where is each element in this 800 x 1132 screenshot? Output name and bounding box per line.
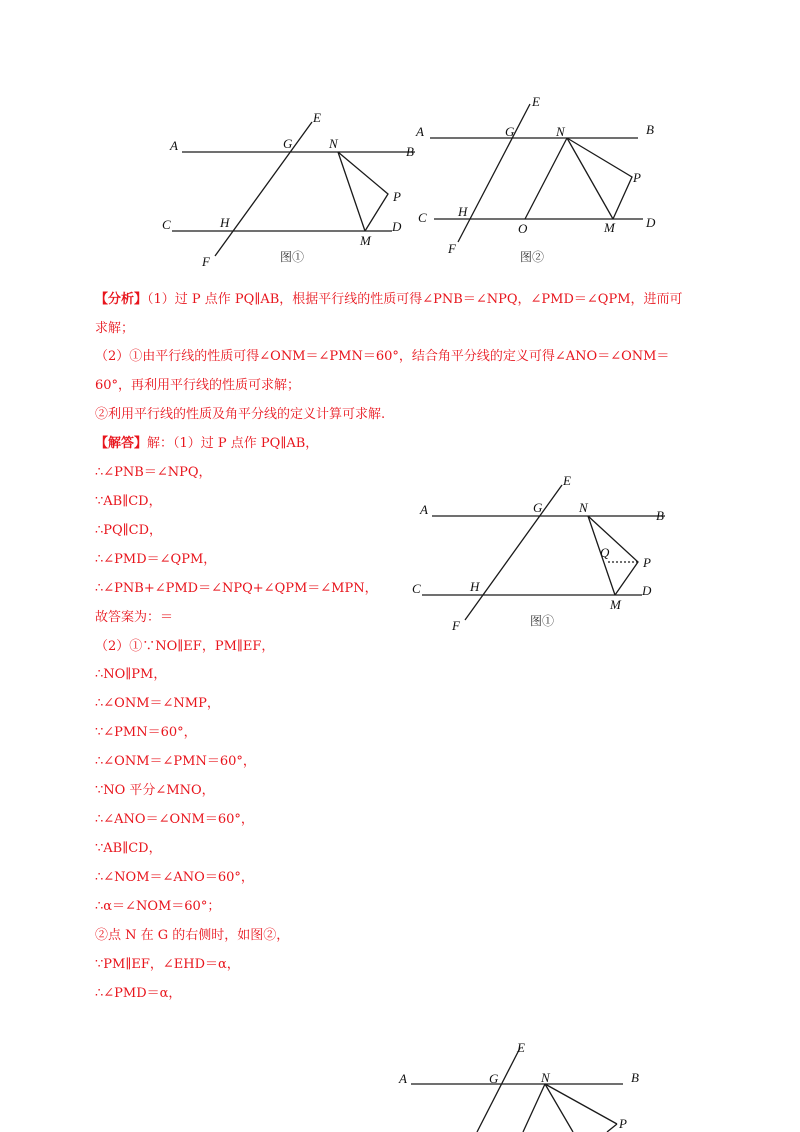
solution-step: ②点 N 在 G 的右侧时，如图②， bbox=[95, 928, 290, 943]
line-ef bbox=[465, 485, 562, 620]
label-g: G bbox=[489, 1071, 499, 1086]
line-ef bbox=[215, 122, 312, 256]
solution-step: ∴∠ONM＝∠PMN＝60°， bbox=[95, 754, 256, 769]
label-f: F bbox=[452, 618, 460, 633]
label-e: E bbox=[563, 473, 571, 488]
line-ef bbox=[477, 1048, 520, 1132]
label-a: A bbox=[416, 124, 424, 139]
label-b: B bbox=[646, 122, 654, 137]
label-g: G bbox=[505, 124, 515, 139]
label-p: P bbox=[643, 555, 651, 570]
fig4-pm bbox=[607, 1124, 617, 1132]
solution-step: ∵PM∥EF，∠EHD＝α， bbox=[95, 957, 240, 972]
label-m: M bbox=[604, 220, 615, 235]
solution-step: 故答案为：＝ bbox=[95, 610, 174, 625]
label-g: G bbox=[533, 500, 543, 515]
label-e: E bbox=[313, 110, 321, 125]
label-f: F bbox=[448, 241, 456, 256]
solution-step: ∵AB∥CD， bbox=[95, 841, 162, 856]
figure-3 bbox=[410, 475, 680, 635]
label-p: P bbox=[633, 170, 641, 185]
solution-step: （2）①∵NO∥EF，PM∥EF， bbox=[95, 639, 275, 654]
label-h: H bbox=[458, 204, 468, 219]
label-h: H bbox=[220, 215, 230, 230]
analysis-line-5: ②利用平行线的性质及角平分线的定义计算可求解. bbox=[95, 407, 386, 422]
label-b: B bbox=[631, 1070, 639, 1085]
solution-step: ∴NO∥PM， bbox=[95, 667, 167, 682]
solution-step: ∵AB∥CD， bbox=[95, 494, 162, 509]
label-d: D bbox=[646, 215, 656, 230]
solution-step: ∵NO 平分∠MNO， bbox=[95, 783, 215, 798]
fig2-nm bbox=[567, 138, 613, 219]
figure-4-diagram bbox=[395, 1038, 655, 1132]
label-m: M bbox=[360, 233, 371, 248]
fig4-n-1 bbox=[523, 1084, 545, 1132]
solution-step: ∴α＝∠NOM＝60°； bbox=[95, 899, 221, 914]
label-g: G bbox=[283, 136, 293, 151]
label-a: A bbox=[399, 1071, 407, 1086]
analysis-line-1: 【分析】（1）过 P 点作 PQ∥AB，根据平行线的性质可得∠PNB＝∠NPQ，∠PMD＝∠QPM，进而可 bbox=[95, 292, 683, 307]
label-e: E bbox=[517, 1040, 525, 1055]
solution-step: ∵∠PMN＝60°， bbox=[95, 725, 197, 740]
figure-4 bbox=[395, 1038, 655, 1132]
label-p: P bbox=[393, 189, 401, 204]
caption: 图② bbox=[520, 250, 545, 264]
label-p: P bbox=[619, 1116, 627, 1131]
solution-step: ∴∠PMD＝α， bbox=[95, 986, 182, 1001]
fig1-npm bbox=[338, 152, 388, 231]
solution-step: ∴∠PNB+∠PMD＝∠NPQ+∠QPM＝∠MPN， bbox=[95, 581, 378, 596]
analysis-line-2: 求解； bbox=[95, 321, 135, 336]
analysis-line-4: 60°，再利用平行线的性质可求解； bbox=[95, 378, 301, 393]
solution-step: ∴∠PNB＝∠NPQ， bbox=[95, 465, 212, 480]
label-h: H bbox=[470, 579, 480, 594]
figure-3-diagram bbox=[410, 475, 680, 635]
figure-2 bbox=[410, 90, 670, 270]
label-n: N bbox=[579, 500, 588, 515]
label-c: C bbox=[412, 581, 421, 596]
label-d: D bbox=[392, 219, 402, 234]
fig4-np bbox=[545, 1084, 617, 1124]
label-q: Q bbox=[600, 545, 610, 560]
label-a: A bbox=[420, 502, 428, 517]
solution-step: ∴PQ∥CD， bbox=[95, 523, 163, 538]
label-b: B bbox=[406, 144, 414, 159]
label-d: D bbox=[642, 583, 652, 598]
fig3-npm bbox=[588, 516, 638, 595]
figure-1 bbox=[160, 108, 430, 273]
label-f: F bbox=[202, 254, 210, 269]
figure-2-diagram bbox=[410, 90, 670, 270]
label-c: C bbox=[162, 217, 171, 232]
solution-line-0: 【解答】解：（1）过 P 点作 PQ∥AB， bbox=[95, 436, 319, 451]
solution-step: ∴∠ONM＝∠NMP， bbox=[95, 696, 220, 711]
label-a: A bbox=[170, 138, 178, 153]
label-n: N bbox=[556, 124, 565, 139]
analysis-heading: 【分析】 bbox=[95, 292, 148, 307]
figure-1-diagram bbox=[160, 108, 430, 273]
label-n: N bbox=[329, 136, 338, 151]
fig2-npm bbox=[567, 138, 632, 219]
analysis-line-3: （2）①由平行线的性质可得∠ONM＝∠PMN＝60°，结合角平分线的定义可得∠ANO＝∠ONM＝ bbox=[95, 349, 670, 364]
solution-step: ∴∠PMD＝∠QPM， bbox=[95, 552, 217, 567]
solution-step: ∴∠NOM＝∠ANO＝60°， bbox=[95, 870, 254, 885]
label-c: C bbox=[418, 210, 427, 225]
solution-step: ∴∠ANO＝∠ONM＝60°， bbox=[95, 812, 254, 827]
fig2-no bbox=[525, 138, 567, 219]
label-m: M bbox=[610, 597, 621, 612]
caption: 图① bbox=[530, 614, 555, 628]
solution-heading: 【解答】 bbox=[95, 436, 148, 451]
caption: 图① bbox=[280, 250, 305, 264]
label-b: B bbox=[656, 508, 664, 523]
label-e: E bbox=[532, 94, 540, 109]
label-n: N bbox=[541, 1070, 550, 1085]
label-o: O bbox=[518, 221, 528, 236]
